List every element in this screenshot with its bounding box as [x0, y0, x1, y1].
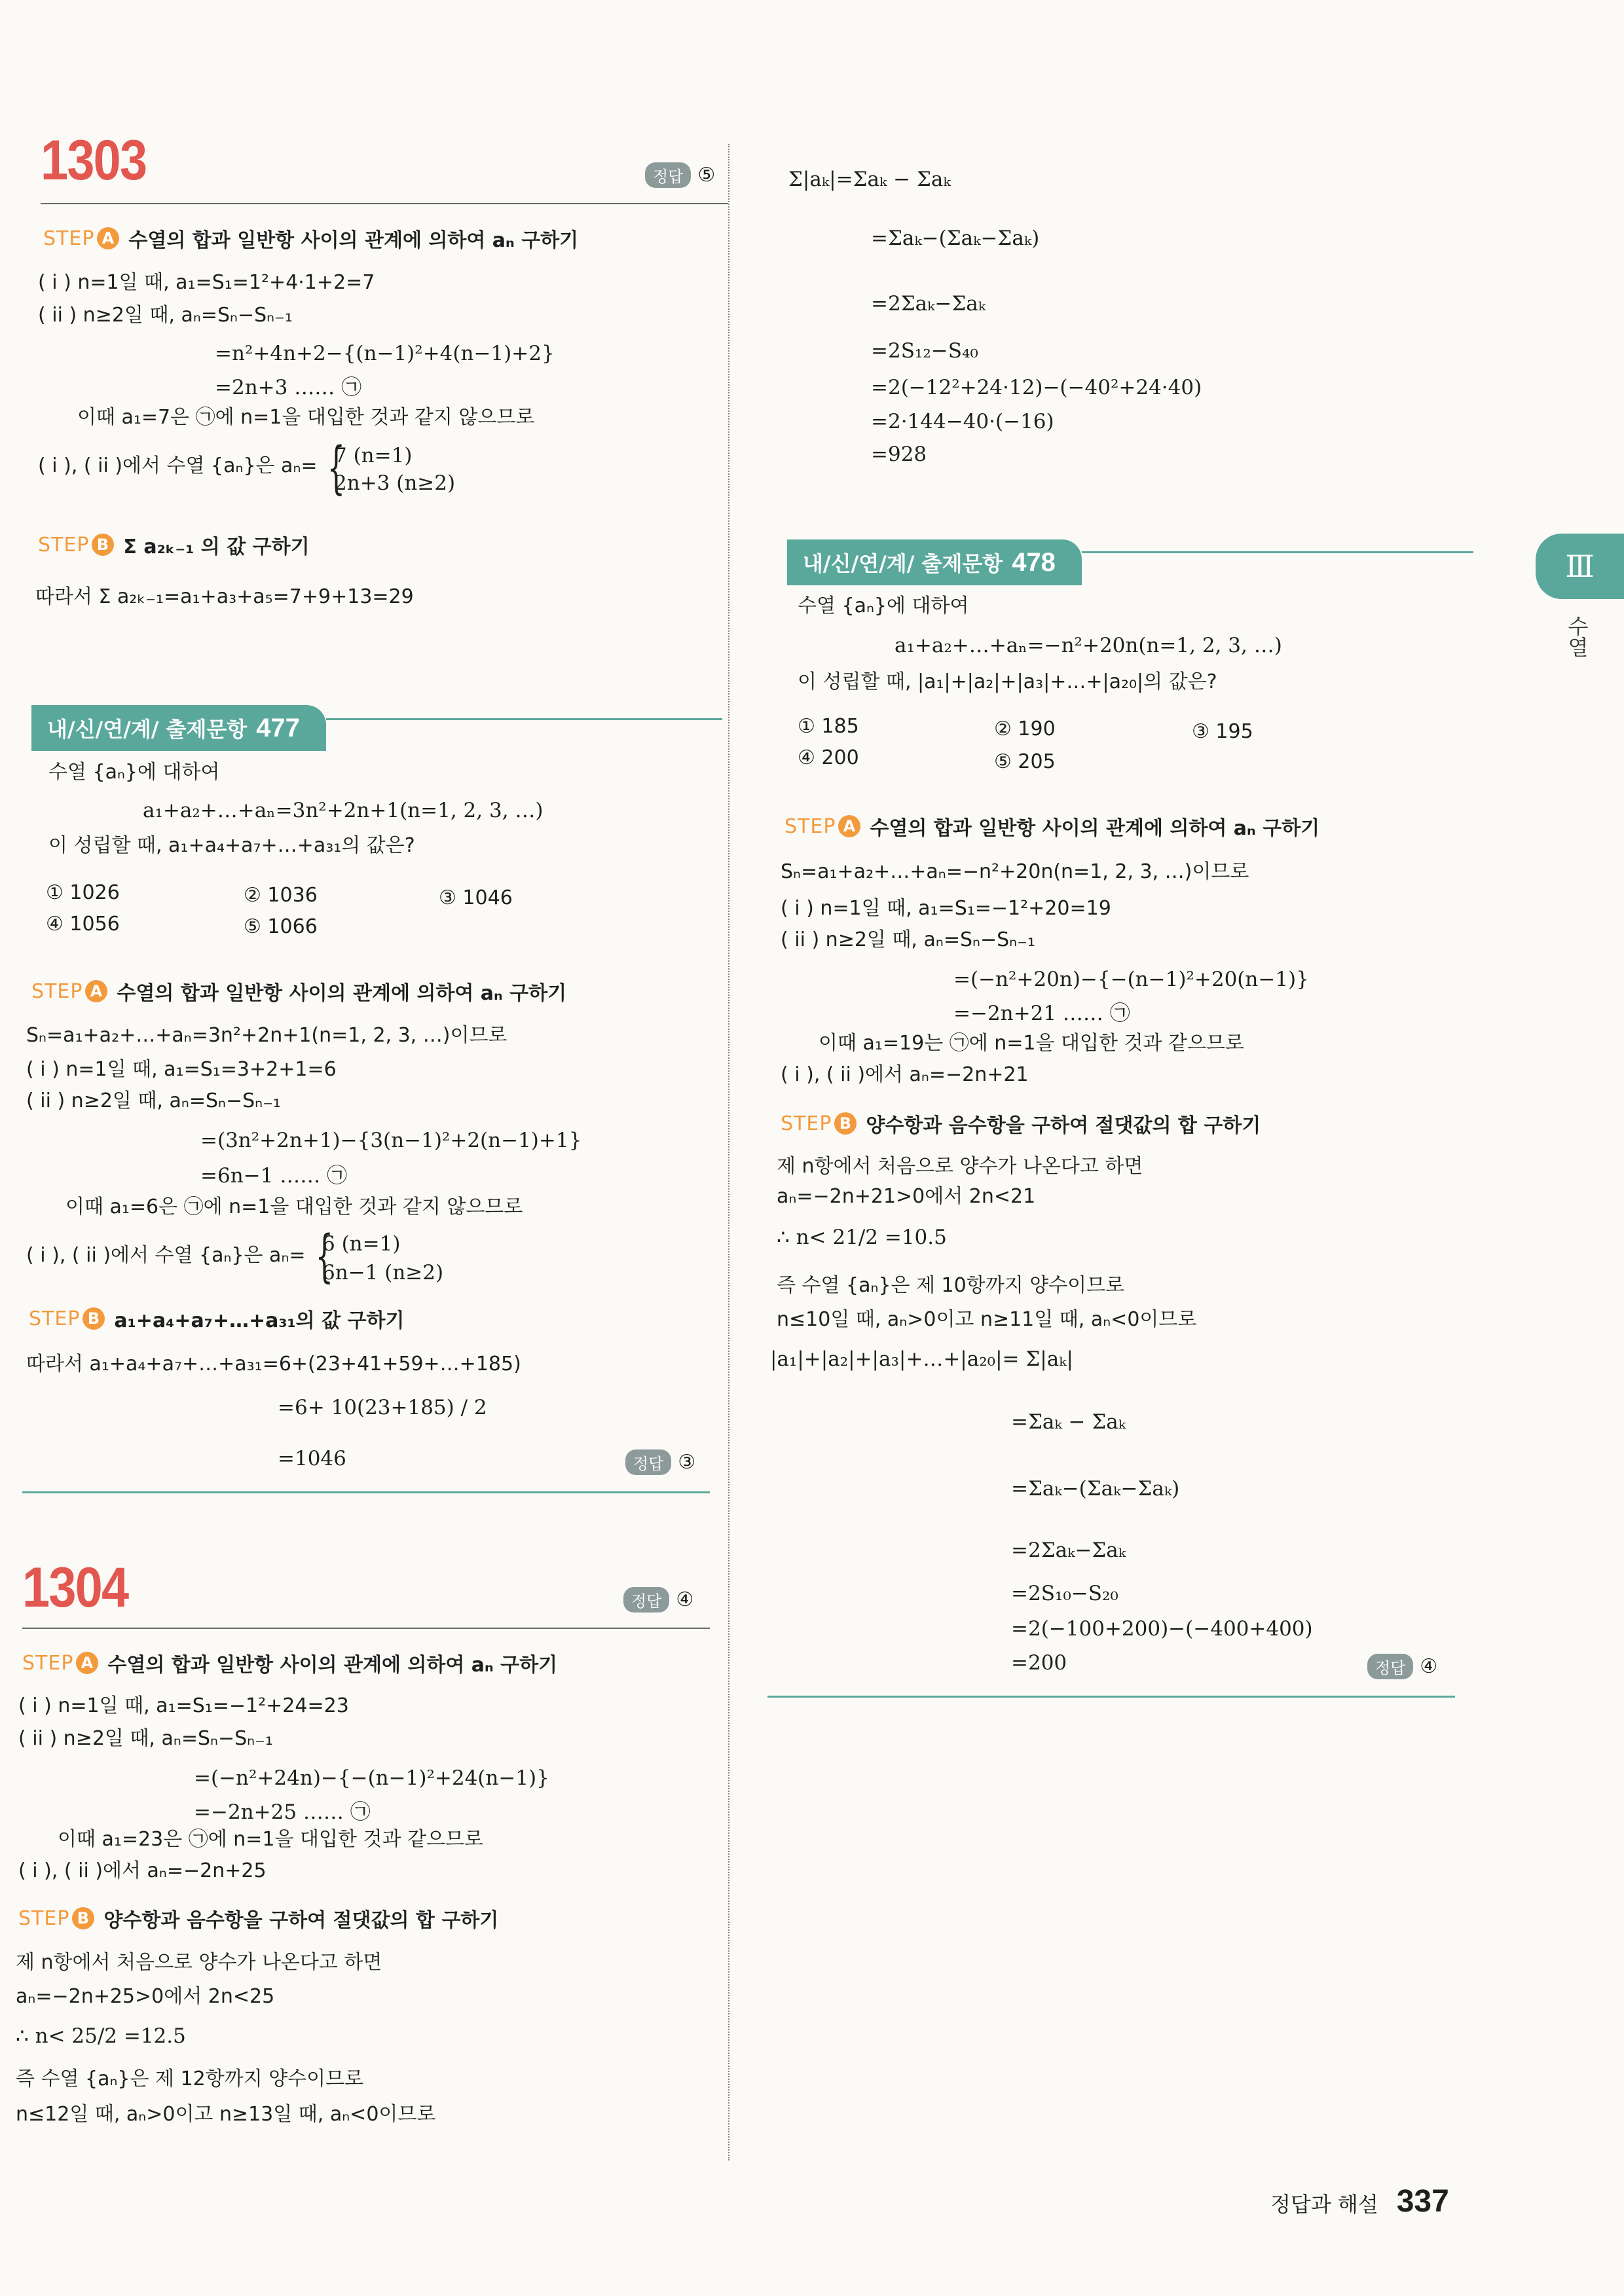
step-a-title: 수열의 합과 일반항 사이의 관계에 의하여 aₙ 구하기	[107, 1654, 558, 1677]
step-b-heading: STEP B a₁+a₄+a₇+…+a₃₁의 값 구하기	[29, 1304, 404, 1333]
solution-line: ( i ) n=1일 때, a₁=S₁=1²+4·1+2=7	[38, 271, 375, 294]
case-prefix: ( i ), ( ii )에서 수열 {aₙ}은 aₙ=	[26, 1244, 306, 1267]
chapter-label: 수열	[1564, 615, 1589, 657]
solution-line: Sₙ=a₁+a₂+…+aₙ=−n²+20n(n=1, 2, 3, …)이므로	[781, 860, 1249, 883]
page-number: 337	[1396, 2184, 1449, 2219]
choice-1: ① 185	[798, 715, 859, 738]
problem-number-1303: 1303	[41, 129, 147, 192]
divider	[22, 1628, 710, 1629]
solution-line: 이때 a₁=6은 ㉠에 n=1을 대입한 것과 같지 않으므로	[65, 1195, 523, 1218]
question-line: a₁+a₂+…+aₙ=3n²+2n+1(n=1, 2, 3, …)	[143, 799, 544, 822]
related-problem-banner-477: 내/신/연/계/ 출제문항 477	[31, 705, 326, 751]
step-b-title: 양수항과 음수항을 구하여 절댓값의 합 구하기	[866, 1114, 1261, 1137]
solution-line: ( ii ) n≥2일 때, aₙ=Sₙ−Sₙ₋₁	[26, 1089, 281, 1112]
choice-5: ⑤ 1066	[244, 915, 318, 938]
solution-line: Σ|aₖ|=Σaₖ − Σaₖ	[788, 168, 951, 191]
answer-value: ⑤	[697, 164, 716, 187]
step-a-heading: STEP A 수열의 합과 일반항 사이의 관계에 의하여 aₙ 구하기	[31, 977, 566, 1006]
solution-line: 즉 수열 {aₙ}은 제 10항까지 양수이므로	[777, 1274, 1125, 1297]
question-line: 수열 {aₙ}에 대하여	[798, 594, 969, 617]
solution-line: 즉 수열 {aₙ}은 제 12항까지 양수이므로	[16, 2068, 364, 2090]
divider	[41, 203, 728, 204]
case-line: 2n+3 (n≥2)	[334, 471, 456, 495]
solution-line: ∴ n< 21/2 =10.5	[777, 1226, 947, 1249]
solution-line: aₙ=−2n+25>0에서 2n<25	[16, 1985, 275, 2008]
solution-line: =2S₁₂−S₄₀	[871, 339, 978, 363]
case-brace: {	[315, 1224, 334, 1289]
banner-rule	[1082, 551, 1473, 553]
solution-line: =2S₁₀−S₂₀	[1011, 1582, 1118, 1605]
choice-2: ② 190	[994, 718, 1056, 740]
solution-line: ( i ) n=1일 때, a₁=S₁=−1²+20=19	[781, 897, 1111, 920]
solution-line: =928	[871, 443, 927, 466]
solution-line: ( i ) n=1일 때, a₁=S₁=−1²+24=23	[18, 1694, 349, 1717]
step-b-heading: STEP B 양수항과 음수항을 구하여 절댓값의 합 구하기	[18, 1904, 498, 1933]
column-separator	[728, 144, 729, 2160]
solution-line: aₙ=−2n+21>0에서 2n<21	[777, 1185, 1036, 1208]
question-line: 수열 {aₙ}에 대하여	[48, 761, 220, 784]
banner-rule	[326, 718, 722, 720]
solution-line: =2(−12²+24·12)−(−40²+24·40)	[871, 376, 1202, 399]
answer-badge-477: 정답 ③	[625, 1449, 695, 1475]
solution-line: =Σaₖ−(Σaₖ−Σaₖ)	[1011, 1477, 1180, 1501]
solution-line: ( i ) n=1일 때, a₁=S₁=3+2+1=6	[26, 1058, 337, 1081]
solution-line: 제 n항에서 처음으로 양수가 나온다고 하면	[16, 1951, 382, 1974]
answer-badge-478: 정답 ④	[1367, 1654, 1437, 1679]
case-brace: {	[327, 435, 346, 501]
divider	[22, 1491, 710, 1493]
solution-line: =6+ 10(23+185) / 2	[278, 1396, 487, 1419]
solution-line: n≤12일 때, aₙ>0이고 n≥13일 때, aₙ<0이므로	[16, 2103, 436, 2126]
solution-line: 따라서 Σ a₂ₖ₋₁=a₁+a₃+a₅=7+9+13=29	[35, 585, 414, 608]
choice-1: ① 1026	[46, 881, 120, 904]
solution-line: ( ii ) n≥2일 때, aₙ=Sₙ−Sₙ₋₁	[781, 928, 1035, 951]
case-prefix: ( i ), ( ii )에서 수열 {aₙ}은 aₙ=	[38, 454, 318, 477]
solution-line: 이때 a₁=23은 ㉠에 n=1을 대입한 것과 같으므로	[58, 1828, 483, 1851]
solution-line: =2·144−40·(−16)	[871, 410, 1054, 433]
solution-line: ∴ n< 25/2 =12.5	[16, 2024, 186, 2048]
step-a-title: 수열의 합과 일반항 사이의 관계에 의하여 aₙ 구하기	[117, 982, 567, 1005]
step-b-heading: STEP B Σ a₂ₖ₋₁ 의 값 구하기	[38, 530, 310, 559]
choice-4: ④ 200	[798, 746, 859, 769]
question-line: 이 성립할 때, a₁+a₄+a₇+…+a₃₁의 값은?	[48, 834, 415, 857]
page-footer	[1270, 2183, 1449, 2219]
solution-line: =200	[1011, 1651, 1067, 1675]
step-b-title: a₁+a₄+a₇+…+a₃₁의 값 구하기	[114, 1309, 405, 1332]
solution-line: 이때 a₁=7은 ㉠에 n=1을 대입한 것과 같지 않으므로	[77, 406, 535, 429]
solution-line: =2(−100+200)−(−400+400)	[1011, 1617, 1313, 1641]
solution-line: =−2n+21 …… ㉠	[953, 1002, 1130, 1025]
divider	[767, 1696, 1455, 1698]
solution-line: =2n+3 …… ㉠	[215, 376, 362, 399]
step-a-heading: STEP A 수열의 합과 일반항 사이의 관계에 의하여 aₙ 구하기	[22, 1649, 557, 1677]
question-line: 이 성립할 때, |a₁|+|a₂|+|a₃|+…+|a₂₀|의 값은?	[798, 670, 1217, 693]
solution-line: =2Σaₖ−Σaₖ	[871, 292, 986, 316]
step-b-title: 양수항과 음수항을 구하여 절댓값의 합 구하기	[103, 1909, 499, 1932]
solution-line: =(−n²+20n)−{−(n−1)²+20(n−1)}	[953, 968, 1309, 991]
choice-4: ④ 1056	[46, 913, 120, 936]
step-a-heading: STEP A 수열의 합과 일반항 사이의 관계에 의하여 aₙ 구하기	[43, 224, 578, 253]
solution-line: Sₙ=a₁+a₂+…+aₙ=3n²+2n+1(n=1, 2, 3, …)이므로	[26, 1024, 507, 1047]
solution-line: =Σaₖ − Σaₖ	[1011, 1410, 1126, 1434]
solution-line: =(3n²+2n+1)−{3(n−1)²+2(n−1)+1}	[200, 1129, 582, 1152]
footer-text: 정답과 해설	[1270, 2192, 1378, 2217]
choice-2: ② 1036	[244, 884, 318, 907]
solution-line: n≤10일 때, aₙ>0이고 n≥11일 때, aₙ<0이므로	[777, 1308, 1197, 1331]
step-a-heading: STEP A 수열의 합과 일반항 사이의 관계에 의하여 aₙ 구하기	[784, 812, 1320, 841]
solution-line: ( i ), ( ii )에서 aₙ=−2n+25	[18, 1859, 267, 1882]
answer-label: 정답	[645, 162, 691, 188]
problem-number-1304: 1304	[22, 1556, 128, 1619]
solution-line: |a₁|+|a₂|+|a₃|+…+|a₂₀|= Σ|aₖ|	[770, 1347, 1073, 1371]
solution-line: =Σaₖ−(Σaₖ−Σaₖ)	[871, 227, 1040, 250]
solution-line: =(−n²+24n)−{−(n−1)²+24(n−1)}	[194, 1766, 549, 1790]
answer-badge-1304: 정답 ④	[623, 1587, 693, 1613]
related-problem-banner-478: 내/신/연/계/ 출제문항 478	[787, 539, 1082, 585]
choice-3: ③ 195	[1192, 720, 1253, 743]
question-line: a₁+a₂+…+aₙ=−n²+20n(n=1, 2, 3, …)	[895, 634, 1282, 657]
step-b-heading: STEP B 양수항과 음수항을 구하여 절댓값의 합 구하기	[781, 1109, 1261, 1138]
case-line: 6n−1 (n≥2)	[322, 1261, 444, 1285]
answer-badge-1303	[645, 162, 715, 188]
solution-line: ( ii ) n≥2일 때, aₙ=Sₙ−Sₙ₋₁	[38, 304, 293, 327]
choice-3: ③ 1046	[439, 886, 513, 909]
choice-5: ⑤ 205	[994, 750, 1056, 773]
solution-line: =2Σaₖ−Σaₖ	[1011, 1539, 1126, 1562]
solution-line: =n²+4n+2−{(n−1)²+4(n−1)+2}	[215, 342, 555, 365]
solution-line: =−2n+25 …… ㉠	[194, 1800, 371, 1824]
step-a-title: 수열의 합과 일반항 사이의 관계에 의하여 aₙ 구하기	[128, 229, 579, 252]
solution-line: 제 n항에서 처음으로 양수가 나온다고 하면	[777, 1155, 1143, 1178]
step-a-title: 수열의 합과 일반항 사이의 관계에 의하여 aₙ 구하기	[870, 817, 1320, 840]
solution-line: ( i ), ( ii )에서 aₙ=−2n+21	[781, 1063, 1029, 1086]
solution-line: =1046	[278, 1447, 346, 1470]
chapter-tab: Ⅲ	[1536, 534, 1624, 599]
solution-line: ( ii ) n≥2일 때, aₙ=Sₙ−Sₙ₋₁	[18, 1727, 273, 1750]
case-line: 6 (n=1)	[322, 1232, 401, 1256]
step-b-title: Σ a₂ₖ₋₁ 의 값 구하기	[123, 536, 310, 558]
solution-line: =6n−1 …… ㉠	[200, 1164, 348, 1188]
solution-line: 이때 a₁=19는 ㉠에 n=1을 대입한 것과 같으므로	[819, 1032, 1244, 1055]
case-line: 7 (n=1)	[334, 444, 413, 467]
solution-line: 따라서 a₁+a₄+a₇+…+a₃₁=6+(23+41+59+…+185)	[26, 1353, 521, 1376]
